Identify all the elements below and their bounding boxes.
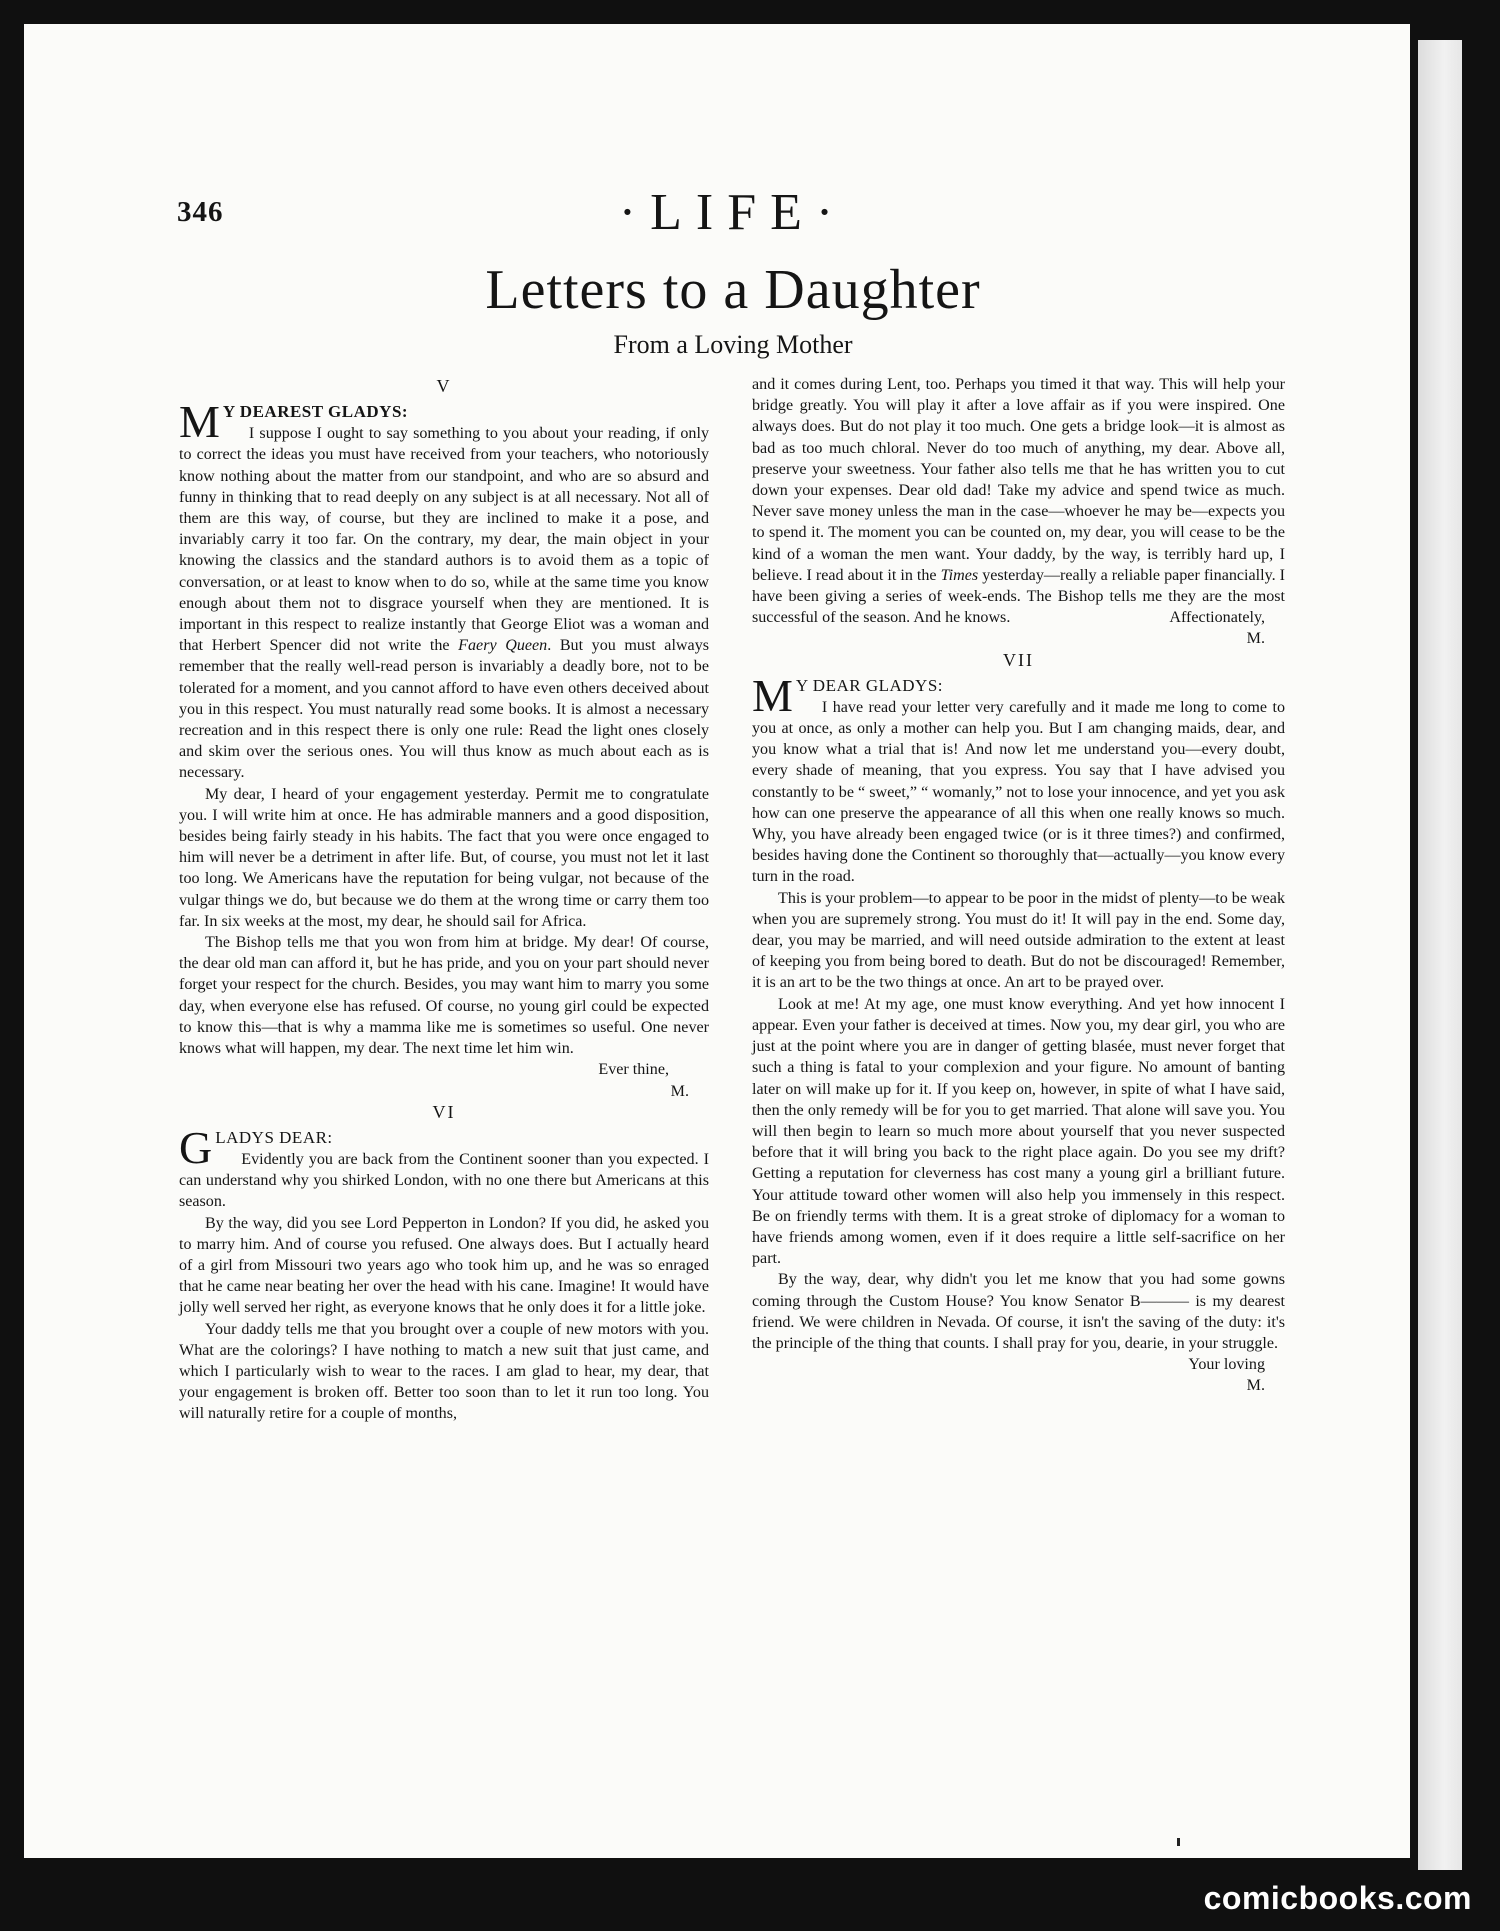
letter-v-paragraph — [179, 423, 709, 783]
letter-vi-initial: M. — [1246, 630, 1265, 648]
letter-vii-paragraph: I have read your letter very carefully and it made me long to come to you at once, as only a mother can help you. But I am changing maids, dear, and you know what a trial that is! And now let me understand you—every doubt, every shade of meaning, that you express. You say that I have advised you constantly to be “ sweet,” “ womanly,” not to lose your innocence, and yet you ask how can one preserve the appearance of all this when one really knows so much. Why, you have already been engaged twice (or is it three times?) and confirmed, besides having done the Continent so thoroughly that—actually—you know every turn in the road. — [752, 698, 1285, 886]
salutation-text: LADYS DEAR: — [215, 1127, 333, 1147]
salutation-text: Y DEAR GLADYS: — [795, 675, 943, 695]
drop-cap: M — [179, 396, 220, 448]
right-column — [752, 374, 1285, 1397]
article-subtitle: From a Loving Mother — [613, 330, 853, 359]
letter-vi-paragraph: By the way, did you see Lord Pepperton in London? If you did, he asked you to marry him. And of course you refused. One always does. But I actually heard of a girl from Missouri two years ago who took him up, and he was so enraged that he came near beating her over the head with his cane. Imagine! It would have jolly well served her right, as everyone knows that he only does it for a little joke. — [179, 1214, 709, 1317]
letter-v-paragraph: The Bishop tells me that you won from him at bridge. My dear! Of course, the dear old man can afford it, but he has pride, and you on your part should never forget your respect for the church. Besides, you may want him to marry you some day, when everyone else has refused. Of course, no young girl could be expected to know this—that is why a mamma like me is sometimes so useful. One never knows what will happen, my dear. The next time let him win. — [179, 934, 709, 1058]
drop-cap: G — [179, 1121, 213, 1173]
letter-v-numeral: V — [436, 376, 452, 396]
paragraph-text: I suppose I ought to say something to you about your reading, if only to correct the ideas you must have received from your teachers, who notoriously know nothing about the matter from our standpoint, and who are so absurd and funny in thinking that to read deeply on any subject is at all necessary. Not all of them are this way, of course, but they are inclined to make it a pose, and invariably carry it too far. On the contrary, my dear, the main object in your knowing the classics and the standard authors is to avoid them as a topic of conversation, or at least to know when to do so, while at the same time you know enough about them not to disgrace yourself when they are mentioned. It is important in this respect to realize instantly that George Eliot was a woman and that Herbert Spencer did not write the — [179, 425, 709, 655]
paragraph-text: By the way, dear, why didn't you let me know that you had some gowns coming through the Custom House? You know Senator B——— is my dearest friend. We were children in Nevada. Of course, it isn't the saving of the duty: it's the principle of the thing that counts. I shall pray for you, dearie, in your struggle. — [752, 1271, 1285, 1352]
letter-v-closing: Ever thine, — [598, 1061, 669, 1079]
page-number: 346 — [177, 196, 224, 228]
paragraph-text: . But you must always remember that the really well-read person is invariably a deadly bore, not to be tolerated for a moment, and you cannot afford to have even others deceived about you in this respect. You must naturally read some books. It is almost a necessary recreation and in this respect there is only one rule: Read the light ones closely and skim over the serious ones. You will thus know as much about each as is necessary. — [179, 637, 709, 782]
letter-vi-continuation — [752, 374, 1285, 628]
letter-vii-closing: Your loving — [1188, 1356, 1265, 1374]
ink-mark — [1177, 1838, 1180, 1846]
letter-vii-numeral: VII — [1003, 649, 1034, 670]
letter-vi-salutation — [179, 1121, 709, 1173]
letter-vii-paragraph: This is your problem—to appear to be poor in the midst of plenty—to be weak when you are supremely strong. You must do it! It will pay in the end. Some day, dear, you may be married, and will need outside admiration to the extent at least of keeping you from being bored to death. But do not be discouraged! Remember, it is an art to be the two things at once. An art to be prayed over. — [752, 889, 1285, 992]
times-title: Times — [940, 566, 979, 584]
letter-vi-numeral: VI — [432, 1101, 456, 1122]
left-column — [179, 376, 709, 1425]
source-watermark: comicbooks.com — [1203, 1880, 1472, 1916]
letter-v-initial: M. — [670, 1082, 689, 1100]
article-title: Letters to a Daughter — [485, 259, 981, 321]
paragraph-text: yesterday—really a reliable paper financially. I have been giving a series of week-ends. The Bishop tells me they are the most successful of the season. And he knows. — [752, 566, 1286, 627]
paragraph-text: and it comes during Lent, too. Perhaps you timed it that way. This will help your bridge greatly. You will play it after a love affair as if you were inspired. One always does. But do not play it too much. One gets a bridge look—it is almost as bad as too much chloral. Never do too much of anything, my dear. Above all, preserve your sweetness. Your father also tells me that he has written you to cut down your expenses. Dear old dad! Take my advice and spend twice as much. Never save money unless the man in the case—whoever he may be—expects you to spend it. The moment you can be counted on, my dear, you will cease to be the kind of a woman the men want. Your daddy, by the way, is terribly hard up, I believe. I read about it in the — [752, 376, 1285, 584]
masthead: ·LIFE· — [618, 184, 848, 241]
salutation-text: Y DEAREST GLADYS: — [222, 402, 409, 422]
letter-vii-initial: M. — [1246, 1377, 1265, 1395]
letter-vi-paragraph: Evidently you are back from the Continent sooner than you expected. I can understand why you shirked London, with no one there but Americans at this season. — [179, 1150, 709, 1211]
drop-cap: M — [752, 669, 793, 721]
letter-v-salutation — [179, 396, 709, 448]
letter-vii-paragraph — [752, 1269, 1285, 1374]
faery-queen-title: Faery Queen — [458, 637, 548, 655]
letter-vii-salutation — [752, 669, 1285, 721]
letter-vi-closing: Affectionately, — [1169, 609, 1265, 627]
letter-vi-paragraph: Your daddy tells me that you brought over a couple of new motors with you. What are the colorings? I have nothing to match a new suit that just came, and which I particularly wish to wear to the races. I am glad to hear, my dear, that your engagement is broken off. Better too soon than to let it run too long. You will naturally retire for a couple of months, — [179, 1320, 709, 1423]
letter-v-paragraph: My dear, I heard of your engagement yesterday. Permit me to congratulate you. I will write him at once. He has admirable manners and a good disposition, besides being fairly steady in his habits. The fact that you were once engaged to him will never be a detriment in after life. But, of course, you must not let it last too long. We Americans have the reputation for being vulgar, not because of the vulgar things we do, but because we do them at the wrong time or carry them too far. In six weeks at the most, my dear, he should sail for Africa. — [179, 785, 709, 930]
letter-vii-paragraph: Look at me! At my age, one must know everything. And yet how innocent I appear. Even your father is deceived at times. Now you, my dear girl, you who are just at the point where you are in danger of getting blasée, must never forget that such a thing is fatal to your complexion and your figure. No amount of banting later on will make up for it. If you keep on, however, in spite of what I have said, then the only remedy will be for you to get married. That alone will save you. You will then begin to learn so much more about yourself that you never suspected before that it will bring you back to the right place again. Do you see my drift? Getting a reputation for cleverness has cost many a young girl a brilliant future. Your attitude toward other women will also help you immensely in this respect. Be on friendly terms with them. It is a great stroke of diplomacy for a woman to have friends among women, even if it does require a little self-sacrifice on her part. — [752, 995, 1285, 1268]
